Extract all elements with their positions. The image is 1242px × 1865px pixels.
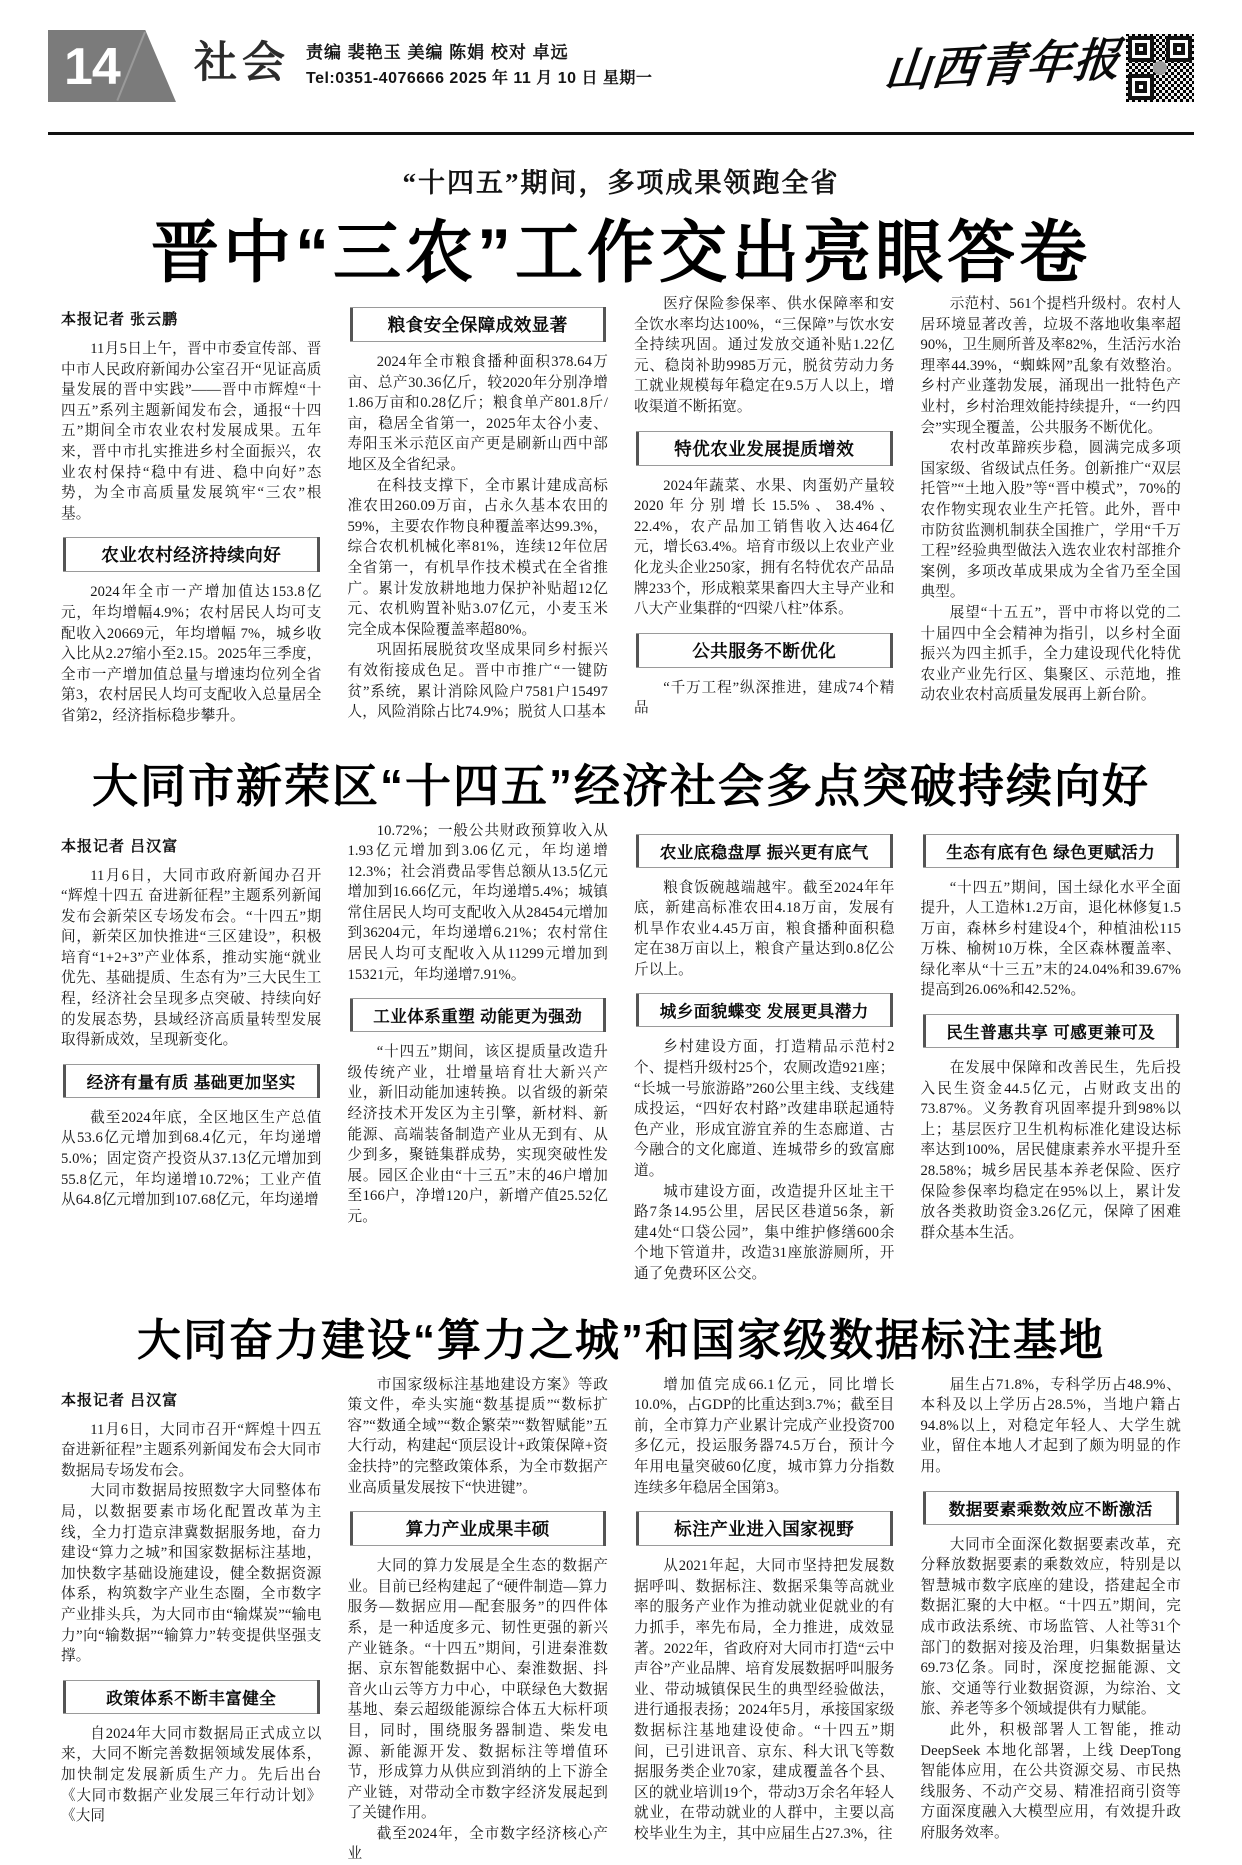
paragraph: “十四五”期间，国土绿化水平全面提升，人工造林1.2万亩，退化林修复1.5万亩，森林乡村建设4个，种植油松115万株、榆树10万株，全区森林覆盖率、绿化率从“十三五”末的24.04%和39.67%提高到26.06%和42.52%。 bbox=[920, 879, 1181, 999]
subhead-urban-rural bbox=[636, 993, 893, 1027]
subhead-industrial-system bbox=[350, 998, 607, 1032]
subhead-label: 民生普惠共享 可感更兼可及 bbox=[946, 1024, 1156, 1043]
paragraph: 11月6日，大同市政府新闻办召开“辉煌十四五 奋进新征程”主题系列新闻发布会新荣区专场发布会。“十四五”期间，新荣区加快推进“三区建设”，积极培育“1+2+3”产业体系，推动实施“就业优先、基础提质、生态有为”三大民生工程，经济社会呈现多点突破、持续向好的发展态势，县域经济高质量转型发展取得新成效，呈现新变化。 bbox=[61, 867, 322, 1049]
subhead-label: 经济有量有质 基础更加坚实 bbox=[86, 1073, 296, 1092]
paragraph: 截至2024年，全市数字经济核心产业 bbox=[347, 1825, 608, 1863]
article2-byline: 本报记者 吕汉富 bbox=[61, 837, 179, 855]
subhead-label: 粮食安全保障成效显著 bbox=[387, 315, 568, 335]
article1-byline: 本报记者 张云鹏 bbox=[61, 311, 179, 328]
subhead-rule-top bbox=[636, 633, 893, 634]
subhead-labeling-industry bbox=[636, 1511, 893, 1546]
article1-kicker: “十四五”期间，多项成果领跑全省 bbox=[402, 168, 840, 198]
paragraph: 增加值完成66.1亿元，同比增长10.0%，占GDP的比重达到3.7%；截至目前，全市算力产业累计完成产业投资700多亿元，投运服务器74.5万台，预计今年用电量突破60亿度，城市算力分指数连续多年稳居全国第3。 bbox=[634, 1376, 895, 1496]
subhead-rule-top bbox=[923, 1014, 1180, 1015]
article2-column-1 bbox=[48, 821, 335, 1285]
masthead-rule bbox=[48, 132, 1194, 135]
article2-column-2 bbox=[335, 821, 622, 1285]
subhead-rule-top bbox=[63, 537, 320, 538]
paragraph: 市国家级标注基地建设方案》等政策文件，牵头实施“数基提质”“数标扩容”“数通全域”“数企繁荣”“数智赋能”五大行动，构建起“顶层设计+政策保障+资金扶持”的完整政策体系，为全市数据产业高质量发展按下“快进键”。 bbox=[347, 1376, 608, 1496]
subhead-label: 算力产业成果丰硕 bbox=[405, 1519, 550, 1540]
subhead-rule-bottom bbox=[636, 867, 893, 868]
paragraph: 大同市数据局按照数字大同整体布局，以数据要素市场化配置改革为主线，全力打造京津冀数据服务地，奋力建设“算力之城”和国家数据标注基地，加快数字基础设施建设，健全数据资源体系，构筑数字产业生态圈，全市数字产业排头兵，为大同市由“输煤炭”“输电力”向“输数据”“输算力”转变提供坚强支撑。 bbox=[61, 1483, 322, 1665]
subhead-label: 特优农业发展提质增效 bbox=[674, 438, 855, 459]
subhead-rule-top bbox=[63, 1680, 320, 1681]
subhead-label: 农业农村经济持续向好 bbox=[101, 545, 282, 566]
newspaper-page bbox=[0, 30, 1242, 1863]
subhead-rule-top bbox=[636, 993, 893, 994]
article1-column-2 bbox=[335, 294, 622, 727]
article1-columns bbox=[48, 294, 1194, 727]
paragraph: “十四五”期间，该区提质量改造升级传统产业，壮增量培育壮大新兴产业，新旧动能加速转换。以省级的新荣经济技术开发区为主引擎，新材料、新能源、高端装备制造产业从无到有、从少到多，聚链集群成势，实现突破性发展。园区企业由“十三五”末的46户增加至166户，净增120户，新增产值25.52亿元。 bbox=[347, 1044, 608, 1225]
subhead-rule-top bbox=[636, 834, 893, 835]
paragraph: 从2021年起，大同市坚持把发展数据呼叫、数据标注、数据采集等高就业率的服务产业作为推动就业促就业的有力抓手，率先布局，全力推进，成效显著。2022年，省政府对大同市打造“云中声谷”产业品牌、培育发展数据呼叫服务业、带动城镇保民生的典型经验做法，进行通报表扬；2024年5月，承接国家级数据标注基地建设使命。“十四五”期间，已引进讯音、京东、科大讯飞等数据服务类企业70家，建成覆盖各个县、区的就业培训19个，带动3万余名年轻人就业，在带动就业的人群中，主要以高校毕业生为主，其中应届生占27.3%，往 bbox=[634, 1558, 895, 1842]
subhead-specialty-agriculture bbox=[636, 431, 893, 466]
paragraph: 截至2024年底，全区地区生产总值从53.6亿元增加到68.4亿元，年均递增5.0%；固定资产投资从37.13亿元增加到55.8亿元，年均递增10.72%；工业产值从64.8亿元增加到107.68亿元，年均递增 bbox=[61, 1109, 322, 1209]
paragraph: 自2024年大同市数据局正式成立以来，大同不断完善数据领域发展体系，加快制定发展新质生产力。先后出台《大同市数据产业发展三年行动计划》《大同 bbox=[61, 1725, 322, 1825]
paragraph: 届生占71.8%，专科学历占48.9%、本科及以上学历占28.5%，当地户籍占94.8%以上，对稳定年轻人、大学生就业，留住本地人才起到了颇为明显的作用。 bbox=[920, 1376, 1181, 1475]
subhead-rule-bottom bbox=[350, 341, 607, 342]
paragraph: 大同的算力发展是全生态的数据产业。目前已经构建起了“硬件制造—算力服务—数据应用—配套服务”的四件体系，是一种适度多元、韧性更强的新兴产业链条。“十四五”期间，引进秦淮数据、京东智能数据中心、秦淮数据、抖音火山云等方力中心，中联绿色大数据基地、秦云超级能源综合体五大标杆项目，同时，围绕服务器制造、柴发电源、新能源开发、数据标注等增值环节，形成算力从供应到消纳的上下游全产业链，对带动全市数字经济发展起到了关键作用。 bbox=[347, 1558, 608, 1822]
subhead-rule-top bbox=[923, 834, 1180, 835]
paragraph: 示范村、561个提档升级村。农村人居环境显著改善，垃圾不落地收集率超90%，卫生厕所普及率82%，生活污水治理率44.39%，“蜘蛛网”乱象有效整治。乡村产业蓬勃发展，涌现出一批特色产业村，乡村治理效能持续提升，“一约四会”实现全覆盖，公共服务不断优化。 bbox=[920, 296, 1181, 436]
subhead-label: 农业底稳盘厚 振兴更有底气 bbox=[659, 843, 869, 862]
article3-columns bbox=[48, 1375, 1194, 1865]
article3-column-1 bbox=[48, 1375, 335, 1865]
subhead-rule-bottom bbox=[350, 1031, 607, 1032]
subhead-rule-bottom bbox=[63, 1713, 320, 1714]
subhead-label: 城乡面貌蝶变 发展更具潜力 bbox=[659, 1003, 869, 1022]
paragraph: 在科技支撑下，全市累计建成高标准农田260.09万亩，占永久基本农田的59%，主要农作物良种覆盖率达99.3%，综合农机机械化率81%，连续12年位居全省第一，有机旱作技术模式在全省推广。累计发放耕地地力保护补贴超12亿元、农机购置补贴3.07亿元，小麦玉米完全成本保险覆盖率超80%。 bbox=[347, 477, 608, 638]
article3-byline: 本报记者 吕汉富 bbox=[61, 1391, 179, 1409]
subhead-livelihood bbox=[923, 1014, 1180, 1048]
paper-logo: 山西青年报 bbox=[882, 33, 1123, 98]
article2-headline: 大同市新荣区“十四五”经济社会多点突破持续向好 bbox=[92, 759, 1150, 812]
subhead-label: 数据要素乘数效应不断激活 bbox=[948, 1500, 1153, 1519]
article1-headline: 晋中“三农”工作交出亮眼答卷 bbox=[150, 215, 1091, 291]
subhead-label: 生态有底有色 绿色更赋活力 bbox=[946, 843, 1156, 862]
subhead-rule-top bbox=[636, 431, 893, 432]
masthead-brand bbox=[882, 30, 1194, 102]
subhead-rule-bottom bbox=[636, 667, 893, 668]
qr-finder-bottom-left bbox=[1128, 74, 1154, 100]
paragraph: 大同市全面深化数据要素改革，充分释放数据要素的乘数效应，特别是以智慧城市数字底座的建设，搭建起全市数据汇聚的大中枢。“十四五”期间，完成市政法系统、市场监管、人社等31个部门的数据对接及治理，归集数据量达69.73亿条。同时，深度挖掘能源、文旅、交通等行业数据资源，为综治、文旅、养老等多个领域提供有力赋能。 bbox=[920, 1536, 1181, 1718]
article1-column-1 bbox=[48, 294, 335, 727]
paragraph: 2024年蔬菜、水果、肉蛋奶产量较2020年分别增长15.5%、38.4%、22.4%，农产品加工销售收入达464亿元，增长63.4%。培育市级以上农业产业化龙头企业250家，拥有名特优农产品品牌233个，形成粮菜果畜四大主导产业和八大产业集群的“四梁八柱”体系。 bbox=[634, 477, 895, 618]
subhead-food-security bbox=[350, 307, 607, 342]
section-title: 社会 bbox=[194, 40, 290, 87]
paragraph: 11月5日上午，晋中市委宣传部、晋中市人民政府新闻办公室召开“见证高质量发展的晋中实践”——晋中市辉煌“十四五”系列主题新闻发布会，通报“十四五”期间全市农业农村发展成果。五年来，晋中市扎实推进乡村全面振兴，农业农村保持“稳中有进、稳中向好”态势，为全市高质量发展筑牢“三农”根基。 bbox=[61, 341, 322, 522]
subhead-rule-bottom bbox=[923, 867, 1180, 868]
subhead-rule-top bbox=[636, 1511, 893, 1512]
folio-badge bbox=[48, 30, 176, 102]
qr-code-icon[interactable] bbox=[1126, 34, 1194, 102]
subhead-computing-industry bbox=[350, 1511, 607, 1546]
subhead-agriculture-base bbox=[636, 834, 893, 868]
subhead-ecology bbox=[923, 834, 1180, 868]
paragraph: 展望“十五五”，晋中市将以党的二十届四中全会精神为指引，以乡村全面振兴为四主抓手，全力建设现代化特优农业产业先行区、集聚区、示范地，推动农业农村高质量发展再上新台阶。 bbox=[920, 604, 1181, 704]
article3-headline: 大同奋力建设“算力之城”和国家级数据标注基地 bbox=[137, 1315, 1105, 1365]
subhead-rule-bottom bbox=[350, 1545, 607, 1546]
masthead-credits bbox=[306, 40, 652, 92]
paragraph: 在发展中保障和改善民生，先后投入民生资金44.5亿元，占财政支出的73.87%。义务教育巩固率提升到98%以上；基层医疗卫生机构标准化建设达标率达到100%，居民健康素养水平提升至28.58%；城乡居民基本养老保险、医疗保险参保率均稳定在95%以上，累计发放各类救助资金3.26亿元，保障了困难群众基本生活。 bbox=[920, 1060, 1181, 1241]
paragraph: 巩固拓展脱贫攻坚成果同乡村振兴有效衔接成色足。晋中市推广“一键防贫”系统，累计消除风险户7581户15497人，风险消除占比74.9%；脱贫人口基本 bbox=[347, 642, 608, 721]
qr-center-logo bbox=[1153, 61, 1167, 75]
subhead-economy-quality bbox=[63, 1064, 320, 1098]
paragraph: 乡村建设方面，打造精品示范村2个、提档升级村25个，农厕改造921座；“长城一号旅游路”260公里主线、支线建成投运，“四好农村路”改建串联起通特色产业，形成宜游宜养的生态廊道、古今融合的文化廊道、连城带乡的致富廊道。 bbox=[634, 1039, 895, 1180]
page-number: 14 bbox=[64, 38, 120, 96]
article1-column-3 bbox=[621, 294, 908, 727]
subhead-label: 标注产业进入国家视野 bbox=[674, 1519, 855, 1540]
subhead-rule-top bbox=[350, 1511, 607, 1512]
subhead-agriculture-economy bbox=[63, 537, 320, 572]
subhead-data-multiplier bbox=[923, 1491, 1180, 1525]
subhead-public-service bbox=[636, 633, 893, 668]
article3-column-3 bbox=[621, 1375, 908, 1865]
paragraph: 粮食饭碗越端越牢。截至2024年年底，新建高标准农田4.18万亩，发展有机旱作农业4.45万亩，粮食播种面积稳定在38万亩以上，粮食产量达到0.8亿公斤以上。 bbox=[634, 879, 895, 978]
credits-tel-date: Tel:0351-4076666 2025 年 11 月 10 日 星期一 bbox=[306, 70, 653, 87]
subhead-rule-bottom bbox=[923, 1047, 1180, 1048]
article2-column-4 bbox=[908, 821, 1195, 1285]
article2-column-3 bbox=[621, 821, 908, 1285]
subhead-rule-bottom bbox=[63, 1097, 320, 1098]
paragraph: 农村改革蹄疾步稳，圆满完成多项国家级、省级试点任务。创新推广“双层托管”“土地入股”等“晋中模式”，70%的农作物实现农业生产托管。此外，晋中市防贫监测机制获全国推广，学用“千万工程”经验典型做法入选农业农村部推介案例，多项改革成果成为全省乃至全国典型。 bbox=[920, 440, 1181, 601]
subhead-rule-bottom bbox=[636, 465, 893, 466]
masthead bbox=[48, 30, 1194, 126]
subhead-label: 工业体系重塑 动能更为强劲 bbox=[373, 1008, 583, 1027]
paragraph: 11月6日，大同市召开“辉煌十四五 奋进新征程”主题系列新闻发布会大同市数据局专场发布会。 bbox=[61, 1421, 322, 1479]
article3-column-2 bbox=[335, 1375, 622, 1865]
subhead-label: 公共服务不断优化 bbox=[692, 640, 837, 661]
article2-columns bbox=[48, 821, 1194, 1285]
subhead-policy-system bbox=[63, 1680, 320, 1714]
paragraph: 城市建设方面，改造提升区址主干路7条14.95公里，居民区巷道56条，新建4处“口袋公园”，集中维护修缮600余个地下管道井，改造31座旅游厕所，开通了免费环区公交。 bbox=[634, 1183, 895, 1282]
article3-column-4 bbox=[908, 1375, 1195, 1865]
paragraph: 医疗保险参保率、供水保障率和安全饮水率均达100%，“三保障”与饮水安全持续巩固。通过发放交通补贴1.22亿元、稳岗补助9985万元，脱贫劳动力务工就业规模每年稳定在9.5万人以上，增收渠道不断拓宽。 bbox=[634, 296, 895, 415]
paragraph: 2024年全市一产增加值达153.8亿元，年均增幅4.9%；农村居民人均可支配收入20669元，年均增幅 7%，城乡收入比从2.27缩小至2.15。2025年三季度，全市一产增加值总量与增速均位列全省第3，农村居民人均可支配收入总量居全省第2，经济指标稳步攀升。 bbox=[61, 584, 322, 724]
subhead-rule-bottom bbox=[636, 1026, 893, 1027]
paragraph: “千万工程”纵深推进，建成74个精品 bbox=[634, 679, 895, 717]
paragraph: 此外，积极部署人工智能，推动DeepSeek 本地化部署，上线 DeepTong 智能体应用，在公共资源交易、市民热线服务、不动产交易、精准招商引资等方面深度融入大模型应用，有效提升政府服务效率。 bbox=[920, 1721, 1181, 1841]
credits-editors: 责编 裴艳玉 美编 陈娟 校对 卓远 bbox=[306, 43, 569, 62]
subhead-rule-top bbox=[923, 1491, 1180, 1492]
subhead-rule-bottom bbox=[63, 571, 320, 572]
subhead-rule-bottom bbox=[636, 1545, 893, 1546]
subhead-rule-bottom bbox=[923, 1524, 1180, 1525]
paragraph: 2024年全市粮食播种面积378.64万亩、总产30.36亿斤，较2020年分别净增1.86万亩和0.28亿斤；粮食单产801.8斤/亩，稳居全省第一，2025年太谷小麦、寿阳玉米示范区亩产更是刷新山西中部地区及全省纪录。 bbox=[347, 354, 608, 473]
article1-column-4 bbox=[908, 294, 1195, 727]
subhead-rule-top bbox=[350, 307, 607, 308]
paragraph: 10.72%；一般公共财政预算收入从1.93亿元增加到3.06亿元，年均递增12.3%；社会消费品零售总额从13.5亿元增加到16.66亿元，年均递增5.4%；城镇常住居民人均可支配收入从28454元增加到36204元，年均递增6.21%；农村常住居民人均可支配收入从11299元增加到15321元，年均递增7.91%。 bbox=[347, 822, 608, 983]
subhead-label: 政策体系不断丰富健全 bbox=[106, 1689, 277, 1708]
subhead-rule-top bbox=[350, 998, 607, 999]
subhead-rule-top bbox=[63, 1064, 320, 1065]
